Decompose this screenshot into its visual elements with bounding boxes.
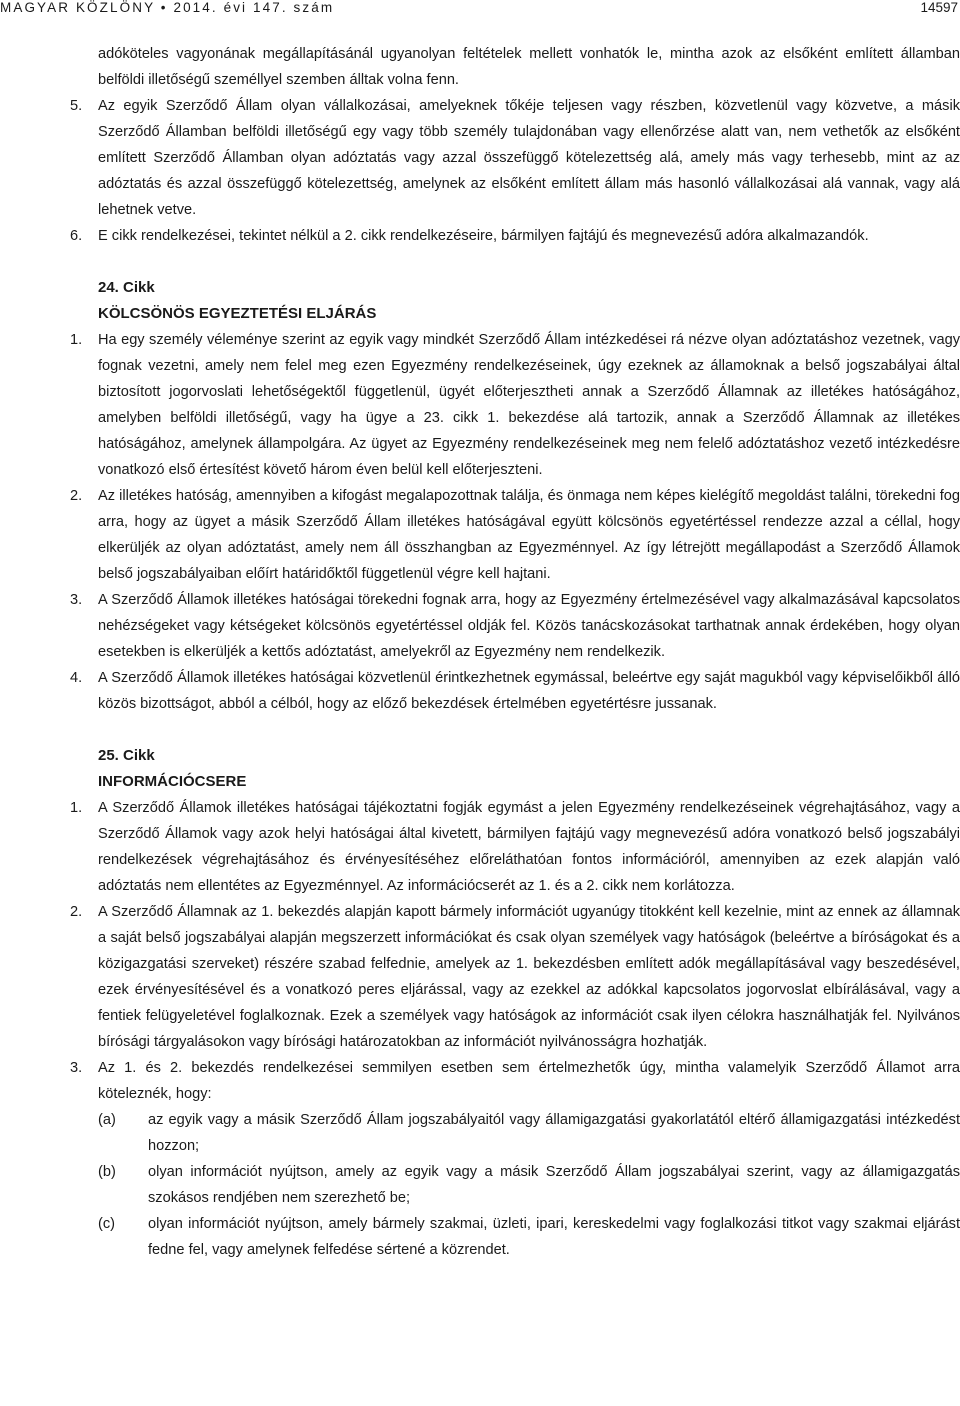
page-body (70, 41, 960, 1263)
paragraph-number: 6. (70, 228, 83, 244)
sub-item-label: (a) (98, 1112, 116, 1128)
paragraph-number: 1. (70, 332, 83, 348)
sub-item-c (70, 1211, 960, 1263)
running-header-title: MAGYAR KÖZLÖNY • 2014. évi 147. szám (0, 0, 335, 15)
paragraph-number: 1. (70, 800, 83, 816)
paragraph-number: 2. (70, 488, 83, 504)
sub-item-a (70, 1107, 960, 1159)
paragraph-text: A Szerződő Államnak az 1. bekezdés alapján kapott bármely információt ugyanúgy titokként kell kezelnie, mint az ennek az államnak a saját belső jogszabályai alapján megszerzett információkat és csak olyan személyek vagy hatóságok (beleértve a bíróságokat és a közigazgatási szerveket) részére szabad felfednie, amelyek az 1. bekezdésben említett adók megállapításával vagy beszedésével, ezek érvényesítésével és a vonatkozó peres eljárással, vagy az ezekkel az adókkal kapcsolatos jogorvoslat elbírálásával, vagy a fentiek felügyeletével foglalkoznak. Ezek a személyek vagy hatóságok az információt csak ilyen célokra használhatják fel. Nyilvános bírósági tárgyalásokon vagy bírósági határozatokban az információt nyilvánosságra hozhatják. (98, 904, 960, 1050)
article-25-paragraph-3 (70, 1055, 960, 1107)
paragraph-number: 4. (70, 670, 83, 686)
article-title: INFORMÁCIÓCSERE (98, 773, 247, 790)
article-24-paragraph-1 (70, 327, 960, 483)
sub-item-text: az egyik vagy a másik Szerződő Állam jogszabályaitól vagy államigazgatási gyakorlatától eltérő államigazgatási intézkedést hozzon; (148, 1112, 960, 1154)
sub-item-text: olyan információt nyújtson, amely az egyik vagy a másik Szerződő Állam jogszabályai szerint, vagy az államigazgatás szokásos rendjében nem szerezhető be; (148, 1164, 960, 1206)
article-title: KÖLCSÖNÖS EGYEZTETÉSI ELJÁRÁS (98, 305, 377, 322)
paragraph-number: 3. (70, 1060, 83, 1076)
article-24-heading (70, 275, 960, 327)
paragraph-number: 2. (70, 904, 83, 920)
sub-item-label: (b) (98, 1164, 116, 1180)
intro-paragraph: adóköteles vagyonának megállapításánál ugyanolyan feltételek mellett vonhatók le, mintha azok az elsőként említett államban belföldi illetőségű személlyel szemben álltak volna fenn. (98, 46, 960, 88)
paragraph-text: Az 1. és 2. bekezdés rendelkezései semmilyen esetben sem értelmezhetők úgy, mintha valamelyik Szerződő Államot arra köteleznék, hogy: (98, 1060, 960, 1102)
page-header (0, 0, 960, 20)
article-25-heading (70, 743, 960, 795)
paragraph-number: 5. (70, 98, 83, 114)
article-number: 25. Cikk (98, 747, 155, 764)
article-23-paragraph-6 (70, 223, 960, 249)
paragraph-text: A Szerződő Államok illetékes hatóságai törekedni fognak arra, hogy az Egyezmény értelmezésével vagy alkalmazásával kapcsolatos nehézségeket vagy kétségeket kölcsönös egyetértéssel oldják fel. Közös tanácskozásokat tarthatnak annak érdekében, hogy olyan esetekben is elkerüljék a kettős adóztatást, amelyekről az Egyezmény nem rendelkezik. (98, 592, 960, 660)
paragraph-text: A Szerződő Államok illetékes hatóságai közvetlenül érintkezhetnek egymással, beleértve egy saját magukból vagy képviselőikből álló közös bizottságot, abból a célból, hogy az előző bekezdések értelmében egyetértésre jussanak. (98, 670, 960, 712)
sub-item-label: (c) (98, 1216, 116, 1232)
paragraph-text: Az egyik Szerződő Állam olyan vállalkozásai, amelyeknek tőkéje teljesen vagy részben, közvetlenül vagy közvetve, a másik Szerződő Államban belföldi illetőségű egy vagy több személy tulajdonában vagy ellenőrzése alatt van, nem vethetők az elsőként említett Szerződő Államban olyan adóztatás vagy azzal összefüggő kötelezettség alá, amely más vagy terhesebb, mint az az adóztatás és azzal összefüggő kötelezettség, amelynek az elsőként említett állam más hasonló vállalkozásai alá vannak, vagy alá lehetnek vetve. (98, 98, 960, 218)
article-24-paragraph-2 (70, 483, 960, 587)
article-24-paragraph-4 (70, 665, 960, 717)
article-23-paragraph-5 (70, 93, 960, 223)
article-25-paragraph-1 (70, 795, 960, 899)
article-24-paragraph-3 (70, 587, 960, 665)
article-number: 24. Cikk (98, 279, 155, 296)
article-25-paragraph-2 (70, 899, 960, 1055)
paragraph-number: 3. (70, 592, 83, 608)
paragraph-text: E cikk rendelkezései, tekintet nélkül a 2. cikk rendelkezéseire, bármilyen fajtájú és megnevezésű adóra alkalmazandók. (98, 228, 869, 244)
sub-item-b (70, 1159, 960, 1211)
page-number: 14597 (920, 0, 958, 15)
paragraph-text: Ha egy személy véleménye szerint az egyik vagy mindkét Szerződő Állam intézkedései rá nézve olyan adóztatáshoz vezetnek, vagy fognak vezetni, amely nem felel meg ezen Egyezmény rendelkezéseinek, úgy ezeknek az államoknak a belső jogszabályai által biztosított jogorvoslati lehetőségektől függetlenül, ügyét előterjesztheti annak a Szerződő Államnak az illetékes hatóságához, amelyben belföldi illetőségű, vagy ha ügye a 23. cikk 1. bekezdése alá tartozik, annak a Szerződő Államnak az illetékes hatóságához, amelynek állampolgára. Az ügyet az Egyezmény rendelkezéseinek meg nem felelő adóztatáshoz vezető intézkedésre vonatkozó első értesítést követő három éven belül kell előterjeszteni. (98, 332, 960, 478)
paragraph-text: Az illetékes hatóság, amennyiben a kifogást megalapozottnak találja, és önmaga nem képes kielégítő megoldást találni, törekedni fog arra, hogy az ügyet a másik Szerződő Állam illetékes hatóságával együtt kölcsönös egyetértéssel rendezze azzal a céllal, hogy elkerüljék az olyan adóztatást, amely nem áll összhangban az Egyezménnyel. Az így létrejött megállapodást a Szerződő Államok belső jogszabályaiban előírt határidőktől függetlenül végre kell hajtani. (98, 488, 960, 582)
paragraph-text: A Szerződő Államok illetékes hatóságai tájékoztatni fogják egymást a jelen Egyezmény rendelkezéseinek végrehajtásához, vagy a Szerződő Államok vagy azok helyi hatóságai által kivetett, bármilyen fajtájú vagy megnevezésű adóra vonatkozó belső jogszabályi rendelkezések végrehajtásához és érvényesítéséhez előreláthatóan fontos információról, amennyiben az ezek alapján való adóztatás nem ellentétes az Egyezménnyel. Az információcserét az 1. és a 2. cikk nem korlátozza. (98, 800, 960, 894)
sub-item-text: olyan információt nyújtson, amely bármely szakmai, üzleti, ipari, kereskedelmi vagy foglalkozási titkot vagy szakmai eljárást fedne fel, vagy amelynek felfedése sértené a közrendet. (148, 1216, 960, 1258)
